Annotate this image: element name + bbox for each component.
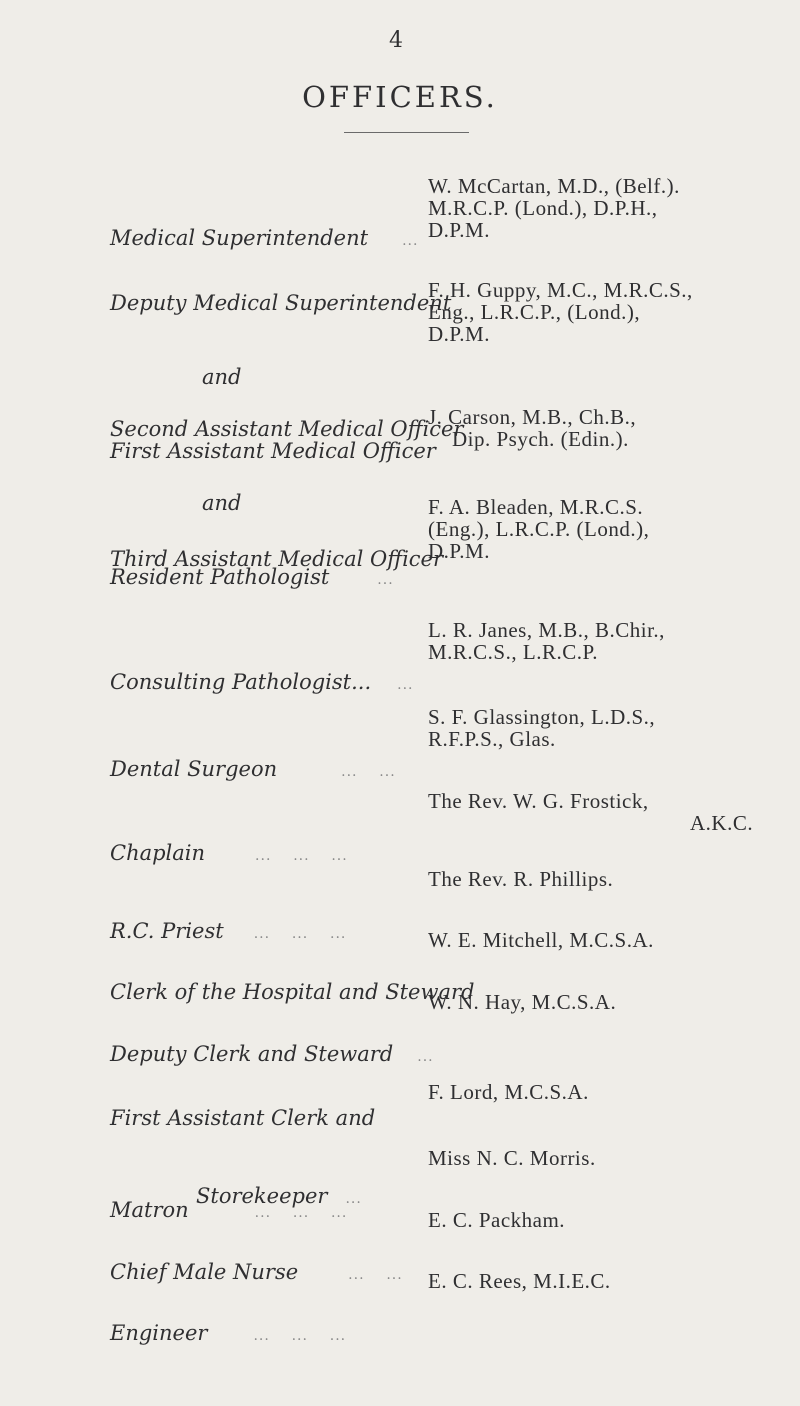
name-line: R.F.P.S., Glas. [428,727,556,751]
leader-dots: ... ... ... [253,1328,347,1344]
officer-name [428,929,788,951]
name-line: Miss N. C. Morris. [428,1146,596,1170]
role-line: Chief Male Nurse [110,1260,299,1284]
role-line: Medical Superintendent [110,226,369,250]
leader-dots: ... [402,233,419,249]
name-line: F. A. Bleaden, M.R.C.S. [428,495,644,519]
officer-name [428,991,788,1013]
role-line: R.C. Priest [110,919,224,943]
leader-dots: ... [377,572,394,588]
leader-dots: ... [417,1049,434,1065]
officer-name [428,1147,788,1169]
name-line: W. McCartan, M.D., (Belf.). [428,174,680,198]
role-line: Consulting Pathologist... [110,670,372,694]
role-line: Resident Pathologist [110,565,330,589]
leader-dots: ... ... ... [254,1205,348,1221]
leader-dots: ... [345,1191,362,1207]
name-line: Eng., L.R.C.P., (Lond.), [428,300,641,324]
name-line: W. E. Mitchell, M.C.S.A. [428,928,654,952]
name-line: D.P.M. [428,218,490,242]
role-line: Matron [110,1198,189,1222]
officer-name [428,868,788,890]
leader-dots: ... ... [348,1267,403,1283]
name-line: F. H. Guppy, M.C., M.R.C.S., [428,278,693,302]
officer-name [428,1209,788,1231]
name-line: W. N. Hay, M.C.S.A. [428,990,617,1014]
role-line: Storekeeper [196,1184,328,1208]
title-rule [344,132,469,133]
role-line: Clerk of the Hospital and Steward [110,980,475,1004]
role-line: First Assistant Clerk and [110,1106,376,1130]
officer-name [428,706,788,750]
officer-name [428,496,788,562]
role-line: First Assistant Medical Officer [110,439,436,463]
name-line: E. C. Rees, M.I.E.C. [428,1269,611,1293]
role-label [110,1268,346,1401]
name-line: S. F. Glassington, L.D.S., [428,705,656,729]
name-line: The Rev. R. Phillips. [428,867,614,891]
name-line: F. Lord, M.C.S.A. [428,1080,589,1104]
role-line: Third Assistant Medical Officer [110,547,444,571]
name-line: A.K.C. [690,811,754,835]
role-line: Dental Surgeon [110,757,278,781]
officer-name [428,1081,788,1103]
role-line: and [202,365,242,389]
page-title: OFFICERS. [302,80,498,114]
officer-name [428,175,788,241]
name-line: (Eng.), L.R.C.P. (Lond.), [428,517,650,541]
page-number: 4 [389,28,404,53]
name-line: E. C. Packham. [428,1208,566,1232]
name-line: J. Carson, M.B., Ch.B., [428,405,637,429]
leader-dots: ... ... ... [253,926,347,942]
role-line: Deputy Medical Superintendent [110,291,452,315]
officer-name [428,1270,788,1292]
officer-name [428,619,788,663]
role-line: and [202,491,242,515]
leader-dots: ... ... ... [255,848,348,864]
leader-dots: ... [397,677,414,693]
name-line: M.R.C.P. (Lond.), D.P.H., [428,196,658,220]
role-line: Second Assistant Medical Officer [110,417,464,441]
name-line: L. R. Janes, M.B., B.Chir., [428,618,665,642]
name-line: Dip. Psych. (Edin.). [452,427,629,451]
role-line: Engineer [110,1321,208,1345]
name-line: D.P.M. [428,322,490,346]
officer-name [428,790,788,834]
name-line: D.P.M. [428,539,490,563]
officer-name [428,279,788,345]
role-label [110,494,443,624]
name-line: The Rev. W. G. Frostick, [428,789,649,813]
role-line: Chaplain [110,841,206,865]
officer-name [428,406,788,450]
role-line: Deputy Clerk and Steward [110,1042,394,1066]
leader-dots: ... ... [341,764,396,780]
name-line: M.R.C.S., L.R.C.P. [428,640,599,664]
